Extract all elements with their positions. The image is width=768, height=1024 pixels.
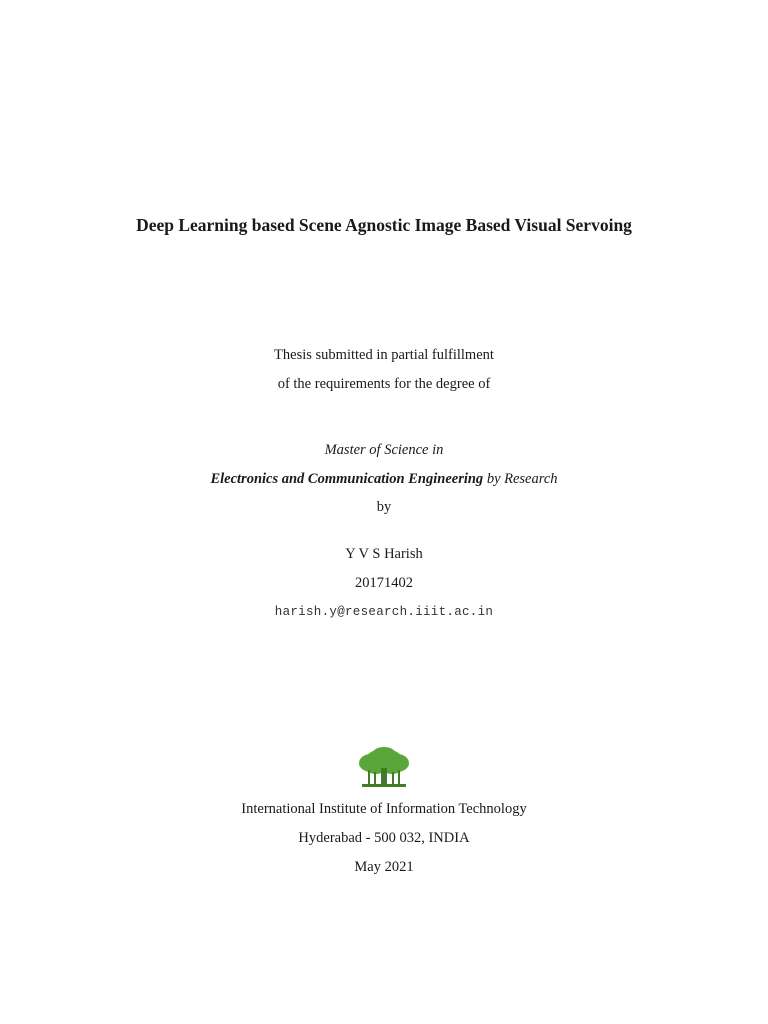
author-email: harish.y@research.iiit.ac.in [274,605,494,619]
institute-location: Hyderabad - 500 032, INDIA [298,830,470,846]
roll-number: 20171402 [355,575,413,591]
submission-date: May 2021 [354,859,414,875]
degree-name: Master of Science in [324,442,444,458]
department-suffix: by Research [483,471,558,487]
banyan-tree-logo-icon [358,746,410,788]
institute-name: International Institute of Information Technology [241,801,527,817]
department-line [0,470,768,488]
thesis-title: Deep Learning based Scene Agnostic Image Based Visual Servoing [136,215,632,235]
department-name: Electronics and Communication Engineering [210,471,484,487]
submission-statement-line-2: of the requirements for the degree of [277,376,491,392]
submission-statement-line-1: Thesis submitted in partial fulfillment [274,347,494,363]
author-name: Y V S Harish [345,546,423,562]
by-label: by [376,499,392,515]
